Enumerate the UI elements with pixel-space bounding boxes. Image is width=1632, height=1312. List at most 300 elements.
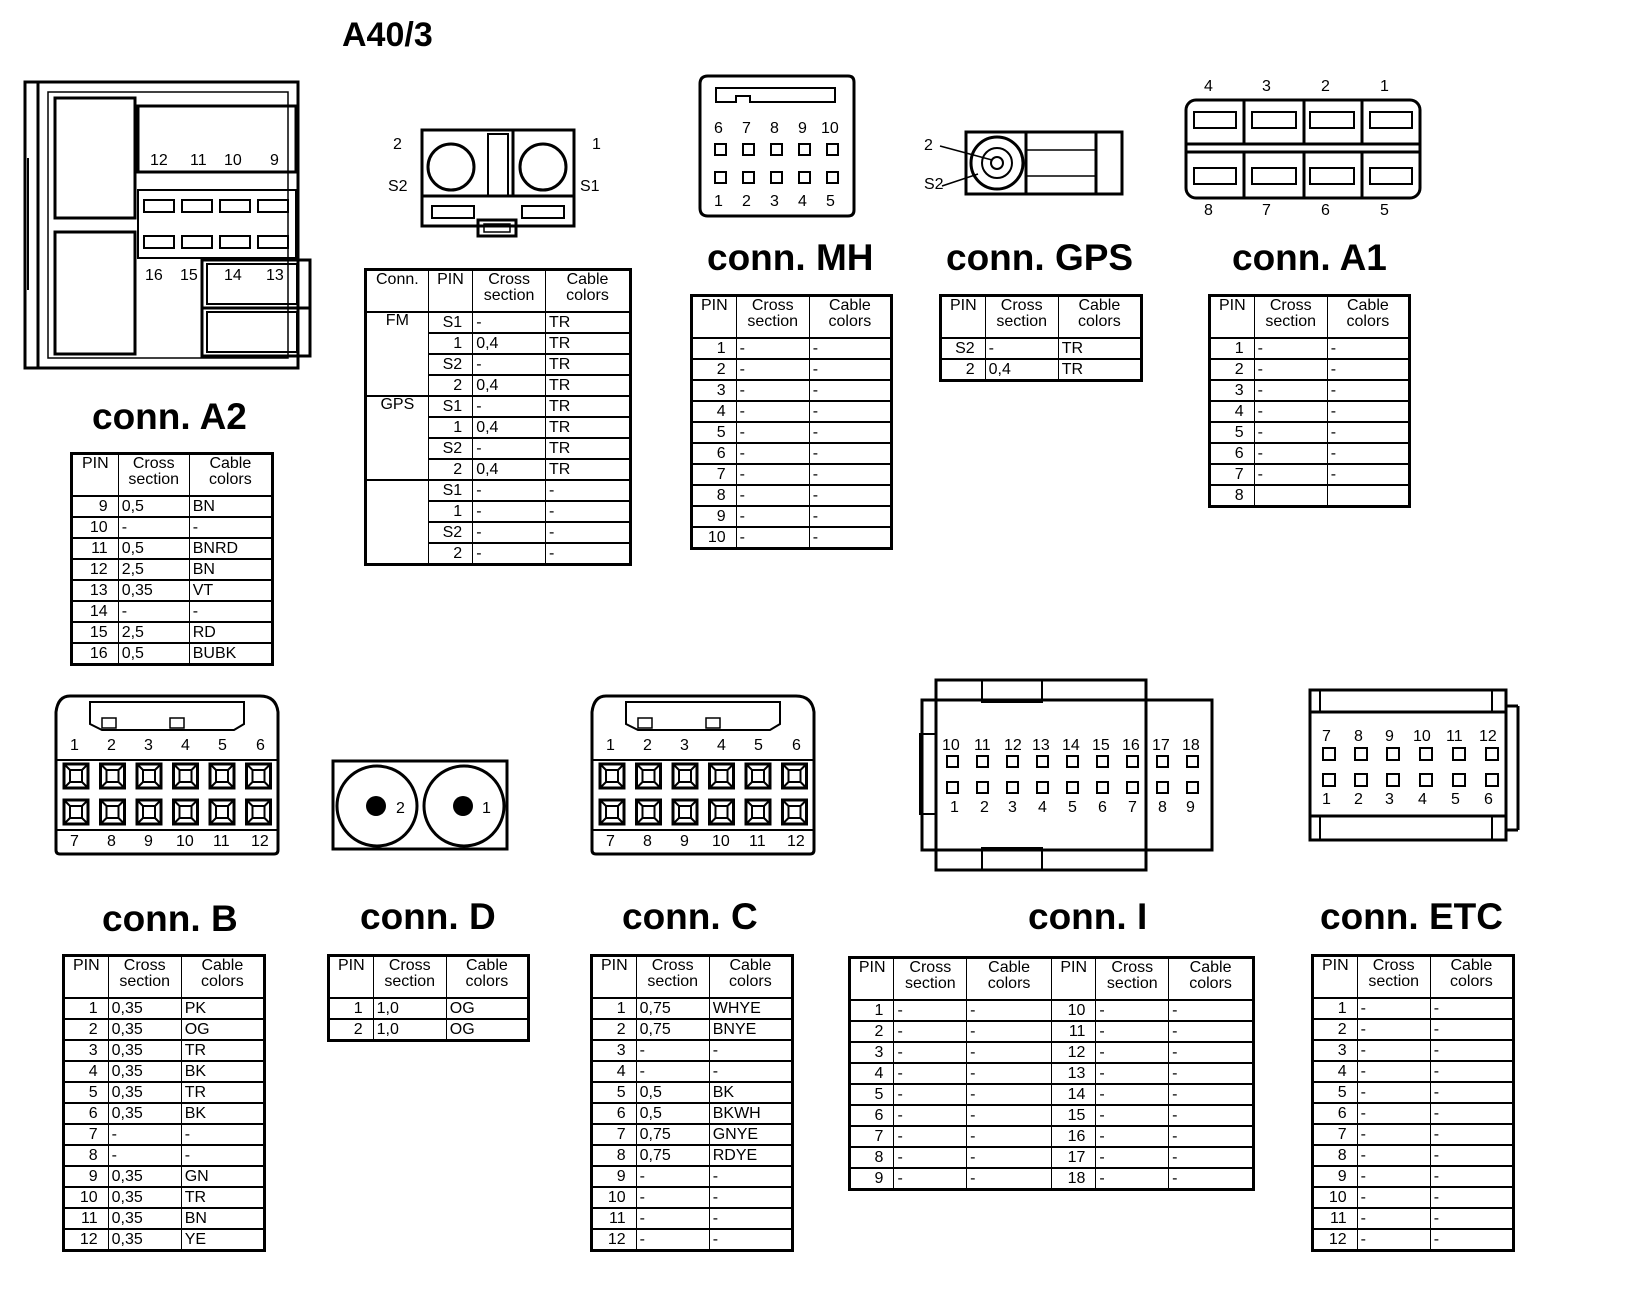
cable-color: BK	[709, 1082, 792, 1103]
pin-number: 2	[692, 359, 737, 380]
pin-socket	[799, 172, 810, 183]
pin-number: 4	[692, 401, 737, 422]
pin-number: 2	[941, 359, 986, 381]
pin-number: 11	[1313, 1208, 1358, 1229]
pin-number: 8	[64, 1145, 109, 1166]
pin-number: 4	[64, 1061, 109, 1082]
column-header: Cable colors	[181, 956, 264, 999]
column-header: Cable colors	[446, 956, 528, 999]
pin-label: 12	[1004, 737, 1022, 754]
cable-color: -	[1430, 1061, 1513, 1082]
pin-number: 1	[850, 1000, 894, 1021]
pin-number: 7	[692, 464, 737, 485]
pin-socket	[771, 172, 782, 183]
pin-label: 14	[224, 267, 242, 284]
cable-color: -	[181, 1124, 264, 1145]
table-row	[592, 1145, 793, 1166]
cable-color: GN	[181, 1166, 264, 1187]
cross-section: -	[473, 501, 546, 522]
pin-number: 6	[850, 1105, 894, 1126]
cable-color: -	[1430, 1103, 1513, 1124]
cable-color: -	[809, 464, 891, 485]
cable-color: -	[809, 485, 891, 506]
cross-section: -	[894, 1105, 967, 1126]
cross-section: 0,35	[108, 1061, 181, 1082]
column-header: Cross section	[473, 270, 546, 313]
pin-number: 8	[592, 1145, 637, 1166]
conn-a1-title: conn. A1	[1232, 237, 1387, 278]
pin-label: 5	[754, 737, 763, 754]
pin-number: 2	[592, 1019, 637, 1040]
pin-number: 6	[592, 1103, 637, 1124]
conn-mh-table	[690, 294, 893, 550]
pin-number: 6	[1313, 1103, 1358, 1124]
cable-color: BKWH	[709, 1103, 792, 1124]
cross-section: -	[1357, 1229, 1430, 1251]
cross-section: -	[894, 1084, 967, 1105]
pin-number: 8	[1313, 1145, 1358, 1166]
table-row	[64, 998, 265, 1019]
cross-section: -	[985, 338, 1058, 359]
antenna-label-s1: S1	[580, 178, 600, 195]
pin-label: 1	[950, 799, 959, 816]
cable-color: -	[181, 1145, 264, 1166]
cross-section: -	[636, 1187, 709, 1208]
pin-socket-inner	[216, 806, 228, 818]
pin-label: 9	[680, 833, 689, 850]
cable-color: -	[1169, 1021, 1254, 1042]
column-header: PIN	[1210, 296, 1255, 339]
pin-socket-inner	[107, 770, 119, 782]
pin-socket	[715, 172, 726, 183]
table-row	[592, 1019, 793, 1040]
column-header: PIN	[1313, 956, 1358, 999]
cable-color: OG	[446, 1019, 528, 1041]
cable-color: -	[1327, 443, 1409, 464]
table-row	[366, 312, 631, 333]
pin-label: 5	[218, 737, 227, 754]
pin-socket-inner	[143, 770, 155, 782]
table-header-row	[692, 296, 892, 339]
pin-number: 13	[72, 580, 119, 601]
cable-color: -	[709, 1208, 792, 1229]
pin-label: 6	[792, 737, 801, 754]
pin-label: 8	[1204, 202, 1213, 219]
pin-number: 5	[692, 422, 737, 443]
column-header: Cross section	[118, 454, 189, 497]
cross-section: -	[1096, 1168, 1169, 1190]
table-row	[850, 1021, 1254, 1042]
table-header-row	[850, 958, 1254, 1001]
pin-number: 1	[1313, 998, 1358, 1019]
cable-color: -	[709, 1040, 792, 1061]
cross-section: 0,4	[473, 417, 546, 438]
conn-c-title: conn. C	[622, 896, 758, 937]
cable-color: -	[1169, 1042, 1254, 1063]
conn-group-label: GPS	[366, 396, 429, 480]
pin-label: 3	[1008, 799, 1017, 816]
pin-socket	[1486, 748, 1498, 760]
cable-color: -	[1327, 422, 1409, 443]
pin-number: 12	[1313, 1229, 1358, 1251]
conn-etc-title: conn. ETC	[1320, 896, 1503, 937]
cable-color: -	[967, 1105, 1052, 1126]
pin-label: 11	[1446, 728, 1463, 745]
pin-number: 10	[1051, 1000, 1095, 1021]
cable-color: -	[1169, 1168, 1254, 1190]
table-row	[1210, 422, 1410, 443]
conn-a1-diagram	[1180, 92, 1440, 202]
cross-section: 0,35	[108, 1187, 181, 1208]
pin-number: 3	[1313, 1040, 1358, 1061]
cable-color: -	[1327, 464, 1409, 485]
pin-number: S2	[428, 354, 473, 375]
table-row	[64, 1166, 265, 1187]
cross-section: 0,35	[108, 1019, 181, 1040]
table-row	[1313, 1166, 1514, 1187]
cable-color: BUBK	[189, 643, 272, 665]
pin-number: S2	[941, 338, 986, 359]
column-header: PIN	[72, 454, 119, 497]
cross-section: 0,5	[636, 1103, 709, 1124]
table-row	[1313, 1040, 1514, 1061]
pin-socket-inner	[70, 770, 82, 782]
pin-socket	[1157, 756, 1168, 767]
table-row	[941, 338, 1142, 359]
cable-color: TR	[546, 438, 631, 459]
cross-section: -	[736, 359, 809, 380]
table-row	[64, 1229, 265, 1251]
pin-label: 13	[266, 267, 284, 284]
pin-socket	[1097, 756, 1108, 767]
cable-color: -	[709, 1061, 792, 1082]
table-row	[1210, 464, 1410, 485]
table-row	[692, 485, 892, 506]
pin-number: 2	[1210, 359, 1255, 380]
cross-section: 0,35	[108, 1166, 181, 1187]
pin-label: 9	[1186, 799, 1195, 816]
cable-color: -	[967, 1084, 1052, 1105]
table-row	[692, 443, 892, 464]
pin-number: 15	[1051, 1105, 1095, 1126]
table-row	[592, 1061, 793, 1082]
cross-section: -	[108, 1124, 181, 1145]
pin-number: 12	[72, 559, 119, 580]
table-header-row	[1210, 296, 1410, 339]
column-header: PIN	[941, 296, 986, 339]
cross-section: 0,4	[473, 375, 546, 396]
pin-number: 8	[1210, 485, 1255, 507]
pin-socket	[1127, 756, 1138, 767]
table-row	[850, 1063, 1254, 1084]
cross-section: -	[1357, 1124, 1430, 1145]
conn-gps-title: conn. GPS	[946, 237, 1134, 278]
table-row	[1313, 1124, 1514, 1145]
column-header: PIN	[692, 296, 737, 339]
column-header: Cable colors	[189, 454, 272, 497]
pin-label: 7	[1128, 799, 1137, 816]
pin-socket-inner	[643, 806, 655, 818]
pin-label: 12	[150, 152, 168, 169]
table-row	[692, 422, 892, 443]
cable-color: -	[809, 443, 891, 464]
column-header: Cable colors	[1327, 296, 1409, 339]
cross-section: -	[894, 1168, 967, 1190]
cross-section: -	[894, 1063, 967, 1084]
cable-color: TR	[546, 375, 631, 396]
table-row	[850, 1168, 1254, 1190]
pin-number: 14	[1051, 1084, 1095, 1105]
table-row	[592, 1187, 793, 1208]
pin-socket	[1387, 748, 1399, 760]
column-header: Cable colors	[1058, 296, 1141, 339]
table-row	[72, 538, 273, 559]
cable-color: -	[1169, 1126, 1254, 1147]
pin-number: 9	[72, 496, 119, 517]
pin-number: 2	[329, 1019, 374, 1041]
pin-number: 7	[64, 1124, 109, 1145]
pin-socket-inner	[143, 806, 155, 818]
cross-section: 0,4	[473, 459, 546, 480]
antenna-label-1: 1	[592, 136, 601, 153]
pin-number: 9	[592, 1166, 637, 1187]
pin-number: 5	[850, 1084, 894, 1105]
conn-a2-diagram	[0, 0, 330, 380]
pin-number: 3	[64, 1040, 109, 1061]
table-header-row	[941, 296, 1142, 339]
pin-number: 15	[72, 622, 119, 643]
pin-label: 13	[1032, 737, 1050, 754]
pin-number: 4	[850, 1063, 894, 1084]
cable-color: -	[967, 1147, 1052, 1168]
pin-label: 8	[643, 833, 652, 850]
cross-section: 0,75	[636, 998, 709, 1019]
pin-number: 1	[428, 417, 473, 438]
column-header: Cross section	[894, 958, 967, 1001]
conn-etc-diagram	[1306, 686, 1526, 846]
pin-number: 10	[72, 517, 119, 538]
cross-section: -	[736, 443, 809, 464]
cable-color: BN	[189, 559, 272, 580]
column-header: Cable colors	[809, 296, 891, 339]
table-row	[72, 643, 273, 665]
pin-label: 4	[717, 737, 726, 754]
pin-number: 3	[692, 380, 737, 401]
pin-number: 5	[592, 1082, 637, 1103]
pin-socket-inner	[606, 770, 618, 782]
table-row	[72, 496, 273, 517]
cable-color: TR	[546, 459, 631, 480]
pin-number: S1	[428, 312, 473, 333]
table-header-row	[592, 956, 793, 999]
pin-number: 9	[64, 1166, 109, 1187]
cable-color: -	[809, 527, 891, 549]
cross-section: -	[736, 422, 809, 443]
table-row	[64, 1082, 265, 1103]
cable-color: TR	[546, 396, 631, 417]
pin-label: 14	[1062, 737, 1080, 754]
cable-color: -	[809, 380, 891, 401]
table-row	[692, 401, 892, 422]
cross-section: -	[1357, 1061, 1430, 1082]
cross-section: -	[1096, 1105, 1169, 1126]
table-row	[592, 1103, 793, 1124]
cable-color: -	[709, 1229, 792, 1251]
cable-color: -	[709, 1166, 792, 1187]
pin-label: 10	[176, 833, 194, 850]
pin-number: 1	[692, 338, 737, 359]
pin-socket	[947, 756, 958, 767]
column-header: Cross section	[108, 956, 181, 999]
pin-number: 11	[64, 1208, 109, 1229]
table-row	[72, 601, 273, 622]
cable-color: -	[967, 1000, 1052, 1021]
table-row	[850, 1084, 1254, 1105]
pin-socket-inner	[679, 806, 691, 818]
pin-socket	[827, 144, 838, 155]
pin-number: 4	[1210, 401, 1255, 422]
table-row	[1313, 1061, 1514, 1082]
pin-label: 2	[980, 799, 989, 816]
cable-color: BN	[189, 496, 272, 517]
cross-section	[1254, 485, 1327, 507]
pin-socket-inner	[643, 770, 655, 782]
conn-a1-table	[1208, 294, 1411, 508]
conn-c-table	[590, 954, 794, 1252]
cross-section: -	[736, 485, 809, 506]
cross-section: -	[736, 338, 809, 359]
pin-socket-inner	[606, 806, 618, 818]
cross-section: -	[1254, 380, 1327, 401]
conn-a2-table	[70, 452, 274, 666]
cross-section: -	[473, 312, 546, 333]
table-row	[72, 580, 273, 601]
cable-color: -	[1430, 1166, 1513, 1187]
table-row	[329, 1019, 529, 1041]
cross-section: 0,35	[108, 1229, 181, 1251]
table-row	[592, 998, 793, 1019]
pin-socket	[715, 144, 726, 155]
pin-label: 10	[821, 120, 839, 137]
pin-number: 16	[1051, 1126, 1095, 1147]
cable-color: -	[546, 522, 631, 543]
pin-label: 4	[1204, 78, 1213, 95]
pin-socket-inner	[752, 770, 764, 782]
pin-number: 12	[1051, 1042, 1095, 1063]
cross-section: 0,35	[108, 1082, 181, 1103]
pin-number: 7	[1210, 464, 1255, 485]
table-row	[692, 359, 892, 380]
pin-number: 7	[850, 1126, 894, 1147]
table-row	[592, 1082, 793, 1103]
cross-section: -	[636, 1061, 709, 1082]
pin-socket	[1355, 774, 1367, 786]
table-header-row	[64, 956, 265, 999]
cable-color: -	[809, 338, 891, 359]
conn-b-title: conn. B	[102, 898, 238, 939]
pin-number: 1	[592, 998, 637, 1019]
column-header: Cable colors	[546, 270, 631, 313]
pin-label: 6	[1321, 202, 1330, 219]
cable-color: TR	[181, 1187, 264, 1208]
cable-color: -	[1430, 1019, 1513, 1040]
cable-color: -	[1169, 1084, 1254, 1105]
cable-color: -	[1430, 1040, 1513, 1061]
pin-label: 9	[798, 120, 807, 137]
cable-color: TR	[546, 354, 631, 375]
pin-socket-inner	[216, 770, 228, 782]
pin-label: 11	[190, 152, 207, 169]
table-row	[1210, 359, 1410, 380]
pin-socket-inner	[253, 770, 265, 782]
cable-color: -	[709, 1187, 792, 1208]
table-row	[941, 359, 1142, 381]
table-row	[1313, 1103, 1514, 1124]
conn-i-diagram	[916, 674, 1216, 880]
cable-color: -	[189, 517, 272, 538]
pin-socket-inner	[789, 770, 801, 782]
table-row	[692, 464, 892, 485]
cable-color: OG	[181, 1019, 264, 1040]
pin-label: 3	[1385, 791, 1394, 808]
pin-number: 10	[1313, 1187, 1358, 1208]
cable-color: -	[809, 422, 891, 443]
column-header: Cable colors	[967, 958, 1052, 1001]
gps-label-s2: S2	[924, 176, 944, 193]
pin-number: 9	[1313, 1166, 1358, 1187]
pin-label: 5	[1068, 799, 1077, 816]
pin-number: 10	[692, 527, 737, 549]
table-row	[366, 396, 631, 417]
conn-i-table	[848, 956, 1255, 1191]
column-header: Cable colors	[709, 956, 792, 999]
cross-section: -	[894, 1147, 967, 1168]
pin-socket	[1067, 756, 1078, 767]
table-header-row	[329, 956, 529, 999]
pin-socket	[1355, 748, 1367, 760]
cable-color: -	[809, 359, 891, 380]
pin-socket	[977, 782, 988, 793]
pin-socket-inner	[70, 806, 82, 818]
pin-label: 3	[1262, 78, 1271, 95]
pin-socket	[771, 144, 782, 155]
table-row	[692, 527, 892, 549]
pin-label: 11	[749, 833, 766, 850]
antenna-label-2: 2	[393, 136, 402, 153]
column-header: Conn.	[366, 270, 429, 313]
pin-number: S1	[428, 480, 473, 501]
table-row	[72, 622, 273, 643]
cable-color: -	[967, 1042, 1052, 1063]
pin-number: 10	[592, 1187, 637, 1208]
cross-section: -	[1096, 1063, 1169, 1084]
cable-color: -	[1169, 1063, 1254, 1084]
cross-section: -	[1357, 1082, 1430, 1103]
pin-number: 2	[1313, 1019, 1358, 1040]
pin-label: 16	[1122, 737, 1140, 754]
column-header: Cross section	[1096, 958, 1169, 1001]
pin-socket	[1007, 756, 1018, 767]
pin-socket	[1067, 782, 1078, 793]
cross-section: 0,75	[636, 1124, 709, 1145]
pin-label: 4	[798, 193, 807, 210]
cross-section: 0,4	[473, 333, 546, 354]
cross-section: -	[1096, 1147, 1169, 1168]
cross-section: -	[636, 1208, 709, 1229]
table-row	[592, 1166, 793, 1187]
cable-color: -	[809, 506, 891, 527]
pin-label: 8	[107, 833, 116, 850]
